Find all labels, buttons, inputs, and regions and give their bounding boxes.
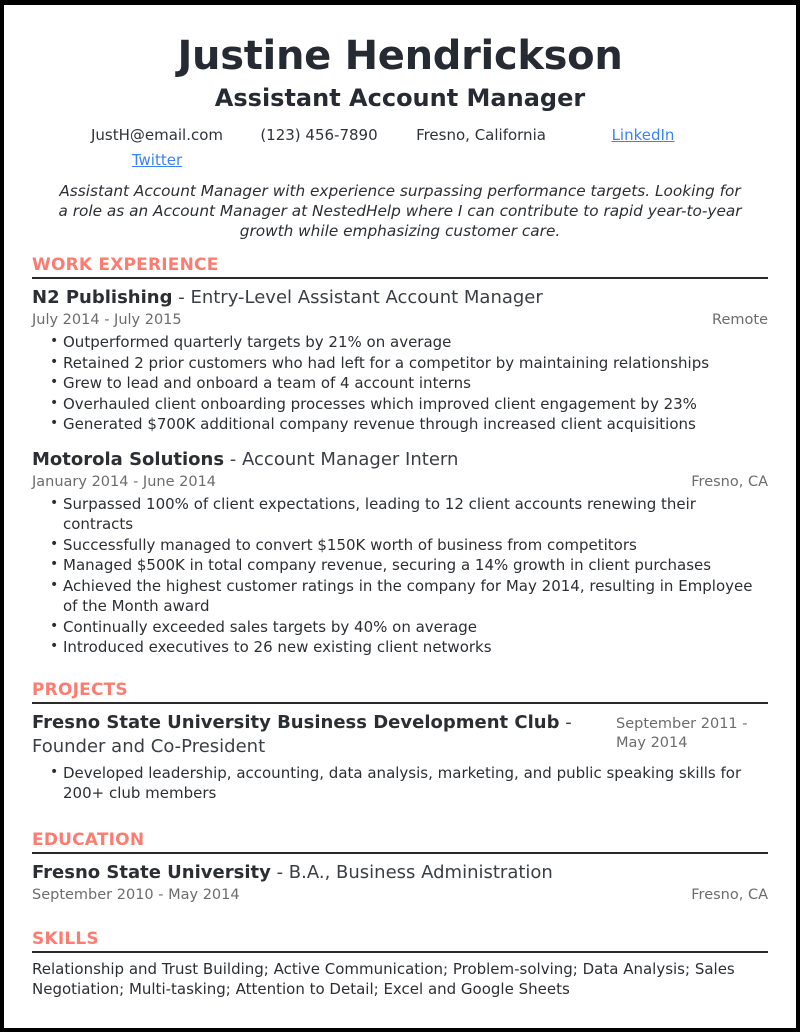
candidate-headline: Assistant Account Manager [214, 84, 586, 112]
skills-list: Relationship and Trust Building; Active Communication; Problem-solving; Data Analysis; Sales Negotiation; Multi-tasking; Attention to Detail; Excel and Google Sheets [32, 959, 735, 998]
section-title-education: EDUCATION [32, 829, 145, 850]
bullet-item: • Retained 2 prior customers who had left for a competitor by maintaining relationships [32, 353, 768, 374]
project-entry [32, 711, 768, 759]
education-entry-organization: Fresno State University [32, 861, 271, 883]
section-title-projects: PROJECTS [32, 679, 128, 700]
resume-header [32, 31, 768, 241]
section-education [32, 830, 768, 905]
contact-location: Fresno, California [416, 126, 546, 144]
section-work-experience [32, 255, 768, 658]
bullet-item: • Managed $500K in total company revenue, securing a 14% growth in client purchases [32, 555, 768, 576]
work-entry-location: Fresno, CA [691, 473, 768, 490]
contact-linkedin-link[interactable]: LinkedIn [611, 126, 675, 144]
bullet-item: • Successfully managed to convert $150K worth of business from competitors [32, 535, 768, 556]
education-entry-location: Fresno, CA [691, 886, 768, 903]
project-entry-main [32, 711, 612, 759]
bullet-item: • Developed leadership, accounting, data analysis, marketing, and public speaking skills for 200+ club members [32, 763, 768, 804]
contact-phone: (123) 456-7890 [260, 126, 378, 144]
work-entry-heading [32, 286, 768, 309]
work-entry-dates: July 2014 - July 2015 [32, 312, 182, 328]
work-entry-location: Remote [712, 312, 768, 328]
education-entry-degree: B.A., Business Administration [288, 861, 553, 883]
bullet-item: • Generated $700K additional company revenue through increased client acquisitions [32, 414, 768, 435]
section-divider [32, 951, 768, 953]
resume-document [4, 5, 796, 1028]
work-entry [32, 286, 768, 435]
section-skills [32, 929, 768, 1000]
education-entry-separator: - [276, 861, 284, 883]
section-title-skills: SKILLS [32, 928, 99, 949]
project-entry-organization: Fresno State University Business Development Club [32, 711, 560, 733]
work-entry-role: Entry-Level Assistant Account Manager [190, 287, 543, 308]
work-entry [32, 448, 768, 658]
work-entry-heading [32, 448, 768, 471]
work-entry-meta [32, 310, 768, 330]
work-entry-separator: - [178, 287, 185, 308]
section-divider [32, 702, 768, 704]
work-entry-meta [32, 472, 768, 492]
education-entry-heading [32, 861, 768, 884]
section-divider [32, 277, 768, 279]
bullet-item: • Grew to lead and onboard a team of 4 account interns [32, 373, 768, 394]
candidate-name: Justine Hendrickson [177, 33, 623, 79]
contact-info-grid [32, 123, 768, 173]
project-entry-dates: September 2011 - May 2014 [616, 715, 748, 751]
contact-email: JustH@email.com [90, 126, 224, 144]
project-entry-heading [32, 711, 612, 759]
work-entry-separator: - [229, 448, 237, 470]
work-entry-bullet-list [32, 332, 768, 435]
section-divider [32, 852, 768, 854]
bullet-item: • Achieved the highest customer ratings in the company for May 2014, resulting in Employee of the Month award [32, 576, 768, 617]
bullet-item: • Overhauled client onboarding processes which improved client engagement by 23% [32, 394, 768, 415]
project-entry-separator: - [565, 711, 572, 733]
bullet-item: • Introduced executives to 26 new existing client networks [32, 637, 768, 658]
project-entry-role: Founder and Co-President [32, 735, 266, 757]
education-entry-meta [32, 885, 768, 905]
work-entry-bullet-list [32, 494, 768, 658]
work-entry-dates: January 2014 - June 2014 [32, 473, 217, 490]
bullet-item: • Outperformed quarterly targets by 21% on average [32, 332, 768, 353]
section-title-work-experience: WORK EXPERIENCE [32, 255, 219, 275]
education-entry-dates: September 2010 - May 2014 [32, 886, 240, 903]
work-entry-role: Account Manager Intern [242, 448, 459, 470]
bullet-item: • Surpassed 100% of client expectations, leading to 12 client accounts renewing their contracts [32, 494, 768, 535]
bullet-item: • Continually exceeded sales targets by 40% on average [32, 617, 768, 638]
work-entry-organization: Motorola Solutions [32, 448, 225, 470]
work-entry-organization: N2 Publishing [32, 287, 173, 308]
education-entry [32, 861, 768, 905]
professional-summary: Assistant Account Manager with experience surpassing performance targets. Looking for a role as an Account Manager at NestedHelp where I can contribute to rapid year-to-year growth while emphasizing customer care. [58, 182, 742, 240]
project-entry-bullet-list [32, 763, 768, 804]
contact-twitter-link[interactable]: Twitter [131, 151, 183, 169]
section-projects [32, 680, 768, 804]
